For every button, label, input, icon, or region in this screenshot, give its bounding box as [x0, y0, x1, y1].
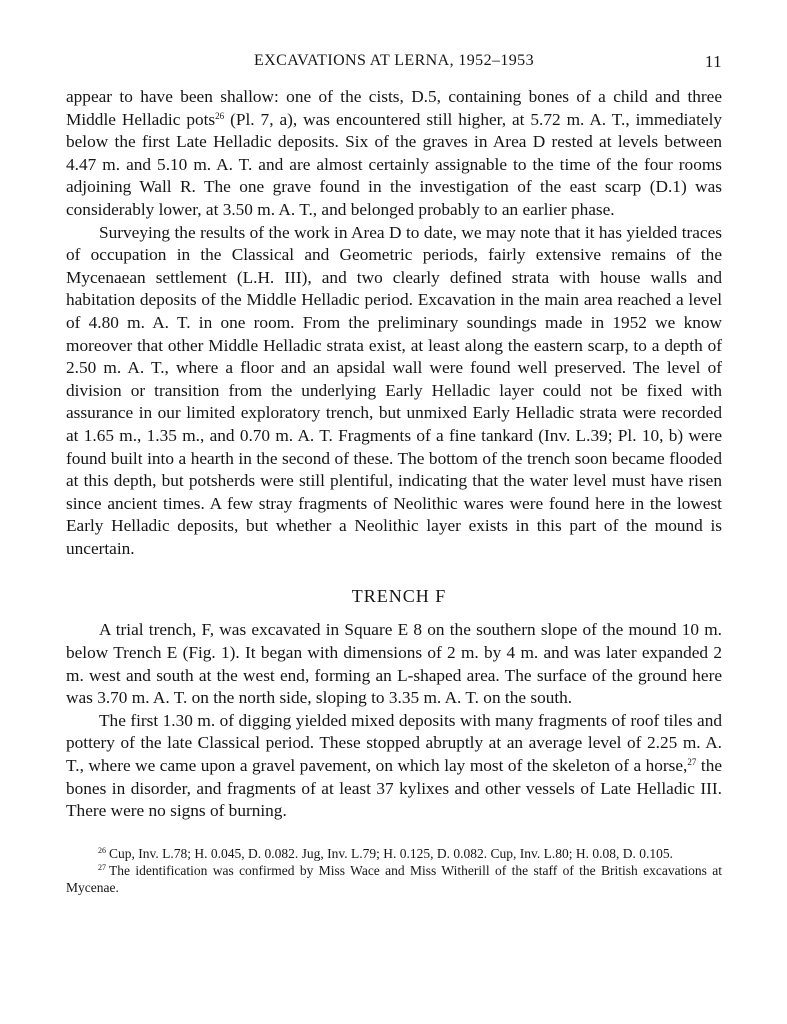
footnote-26 [66, 845, 722, 862]
body-text [66, 86, 722, 823]
section-heading-trench-f: TRENCH F [351, 586, 447, 607]
paragraph-3: A trial trench, F, was excavated in Square E 8 on the southern slope of the mound 10 m. below Trench E (Fig. 1). It began with dimensions of 2 m. by 4 m. and was later expanded 2 m. west and south at the west end, forming an L-shaped area. The surface of the ground here was 3.70 m. A. T. on the north side, sloping to 3.35 m. A. T. on the south. [66, 620, 722, 708]
footnote-mark: 26 [98, 845, 106, 855]
running-head [66, 48, 722, 72]
paragraph-2: Surveying the results of the work in Area D to date, we may note that it has yielded traces of occupation in the Classical and Geometric periods, fairly extensive remains of the Mycenaean settlement (L.H. III), and two clearly defined strata with house walls and habitation deposits of the Middle Helladic period. Excavation in the main area reached a level of 4.80 m. A. T. in one room. From the preliminary soundings made in 1952 we know moreover that other Middle Helladic strata exist, at least along the eastern scarp, to a depth of 2.50 m. A. T., where a floor and an apsidal wall were found well preserved. The level of division or transition from the underlying Early Helladic layer could not be fixed with assurance in our limited exploratory trench, but unmixed Early Helladic strata were recorded at 1.65 m., 1.35 m., and 0.70 m. A. T. Fragments of a fine tankard (Inv. L.39; Pl. 10, b) were found built into a hearth in the second of these. The bottom of the trench soon became flooded at this depth, but potsherds were still plentiful, indicating that the water level must have risen since ancient times. A few stray fragments of Neolithic wares were found here in the lowest Early Helladic deposits, but whether a Neolithic layer exists in this part of the mound is uncertain. [66, 222, 722, 558]
footnote-ref-27: 27 [687, 757, 697, 768]
footnote-text: Cup, Inv. L.78; H. 0.045, D. 0.082. Jug, Inv. L.79; H. 0.125, D. 0.082. Cup, Inv. L.80; H. 0.08, D. 0.105. [109, 845, 673, 861]
paragraph-1-text-b: (Pl. 7, a), was encountered still higher, at 5.72 m. A. T., immediately below the first Late Helladic deposits. Six of the graves in Area D rested at levels between 4.47 m. and 5.10 m. A. T. and are almost certainly assignable to the time of the four rooms adjoining Wall R. The one grave found in the investigation of the east scarp (D.1) was considerably lower, at 3.50 m. A. T., and belonged probably to an earlier phase. [66, 109, 723, 219]
page [66, 48, 722, 896]
page-number: 11 [704, 52, 722, 71]
paragraph-4-text-b: the bones in disorder, and fragments of at least 37 kylixes and other vessels of Late Helladic III. There were no signs of burning. [66, 756, 723, 821]
footnote-mark: 27 [98, 862, 106, 872]
paragraph-1 [66, 86, 722, 222]
paragraph-4-text-a: The first 1.30 m. of digging yielded mixed deposits with many fragments of roof tiles and pottery of the late Classical period. These stopped abruptly at an average level of 2.25 m. A. T., where we came upon a gravel pavement, on which lay most of the skeleton of a horse, [66, 710, 722, 776]
paragraph-1-text-a: appear to have been shallow: one of the cists, D.5, containing bones of a child and three Middle Helladic pots [66, 87, 722, 129]
footnotes [66, 845, 722, 896]
running-title: EXCAVATIONS AT LERNA, 1952–1953 [254, 52, 534, 69]
paragraph-4 [66, 710, 722, 823]
footnote-ref-26: 26 [215, 110, 225, 121]
footnote-27 [66, 862, 722, 896]
footnote-text: The identification was confirmed by Miss Wace and Miss Witherill of the staff of the British excavations at Mycenae. [66, 862, 722, 895]
